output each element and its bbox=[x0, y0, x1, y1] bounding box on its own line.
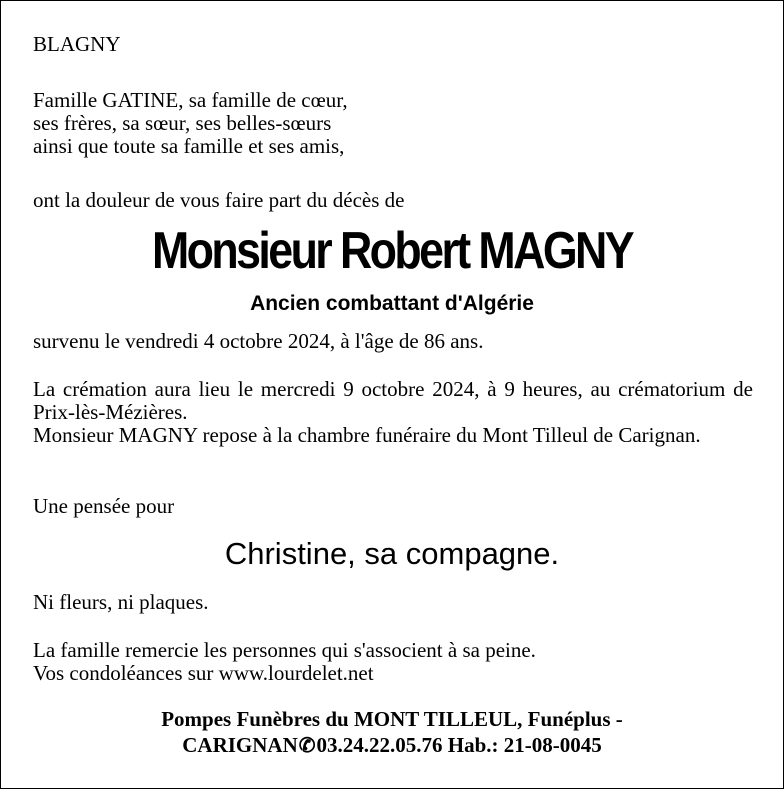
funeral-home-contact bbox=[1, 732, 783, 759]
no-flowers: Ni fleurs, ni plaques. bbox=[33, 590, 209, 614]
thanks-line: La famille remercie les personnes qui s'associent à sa peine. bbox=[33, 638, 536, 662]
family-line: ainsi que toute sa famille et ses amis, bbox=[33, 134, 345, 158]
funeral-home-hab: Hab.: 21-08-0045 bbox=[447, 733, 602, 757]
family-block bbox=[33, 89, 753, 158]
phone-icon: ✆ bbox=[298, 735, 316, 757]
death-info: survenu le vendredi 4 octobre 2024, à l'âge de 86 ans. bbox=[33, 329, 484, 353]
condolences-line: Vos condoléances sur www.lourdelet.net bbox=[33, 661, 374, 685]
announcement: ont la douleur de vous faire part du décès de bbox=[33, 188, 405, 212]
ceremony-block bbox=[33, 378, 753, 447]
ceremony-line: La crémation aura lieu le mercredi 9 octobre 2024, à 9 heures, au crématorium de Prix-lès-Mézières. bbox=[33, 377, 753, 424]
family-line: Famille GATINE, sa famille de cœur, bbox=[33, 88, 348, 112]
thanks-block bbox=[33, 639, 753, 685]
funeral-home-city: CARIGNAN bbox=[182, 733, 298, 757]
funeral-home-name: Pompes Funèbres du MONT TILLEUL, Funéplus - bbox=[161, 707, 623, 731]
funeral-home-phone: 03.24.22.05.76 bbox=[316, 733, 443, 757]
thought-intro: Une pensée pour bbox=[33, 494, 175, 518]
location: BLAGNY bbox=[33, 32, 121, 56]
deceased-name: Monsieur Robert MAGNY bbox=[151, 222, 632, 280]
funeral-home-footer bbox=[1, 706, 783, 759]
deceased-title: Ancien combattant d'Algérie bbox=[250, 292, 534, 315]
family-line: ses frères, sa sœur, ses belles-sœurs bbox=[33, 111, 332, 135]
thought-for: Christine, sa compagne. bbox=[224, 536, 560, 571]
ceremony-line: Monsieur MAGNY repose à la chambre funéraire du Mont Tilleul de Carignan. bbox=[33, 423, 701, 447]
